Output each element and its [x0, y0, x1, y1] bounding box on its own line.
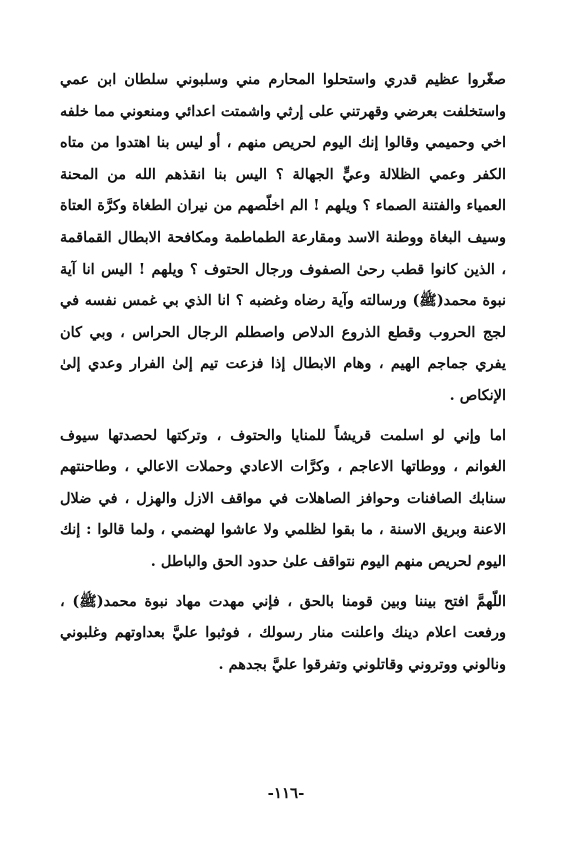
page-number: -١١٦- — [267, 784, 305, 802]
paragraph-3: اللّهمَّ افتح بيننا وبين قومنا بالحق ، فإني مهدت مهاد نبوة محمد(ﷺ) ، ورفعت اعلام دينك واعلنت منار رسولك ، فوثبوا عليَّ بعداوتهم وغلبوني ونالوني ووتروني وقاتلوني وتفرقوا عليَّ بجدهم . — [60, 592, 506, 673]
paragraph-1: صغّروا عظيم قدري واستحلوا المحارم مني وسلبوني سلطان ابن عمي واستخلفت بعرضي وقهرتني على إرثي واشمتت اعدائي ومنعوني مما خلفه اخي وحميمي وقالوا إنك اليوم لحريص منهم ، أو ليس بنا اهتدوا من متاه الكفر وعمي الظلالة وعيٍّ الجهالة ؟ اليس بنا انقذهم الله من المحنة العمياء والفتنة الصماء ؟ ويلهم ! الم اخلّصهم من نيران الطغاة وكرَّة العتاة وسيف البغاة ووطنة الاسد ومقارعة الطماطمة ومكافحة الابطال القماقمة ، الذين كانوا قطب رحىٰ الصفوف ورجال الحتوف ؟ ويلهم ! اليس انا آية نبوة محمد(ﷺ) ورسالته وآية رضاه وغضبه ؟ انا الذي بي غمس نفسه في لجج الحروب وقطع الذروع الدلاص واصطلم الرجال الحراس ، وبي كان يفري جماجم الهيم ، وهام الابطال إذا فزعت تيم إلىٰ الفرار وعدي إلىٰ الإنكاص . — [60, 71, 506, 404]
paragraph-2: اما وإني لو اسلمت قريشاً للمنايا والحتوف ، وتركتها لحصدتها سيوف الغوانم ، ووطاتها الاعاجم ، وكرَّات الاعادي وحملات الاعالي ، وطاحنتهم سنابك الصافنات وحوافز الصاهلات في مواقف الازل والهزل ، في ضلال الاعنة وبريق الاسنة ، ما بقوا لظلمي ولا عاشوا لهضمي ، ولما قالوا : إنك اليوم لحريص منهم اليوم نتواقف علىٰ حدود الحق والباطل . — [60, 426, 506, 570]
